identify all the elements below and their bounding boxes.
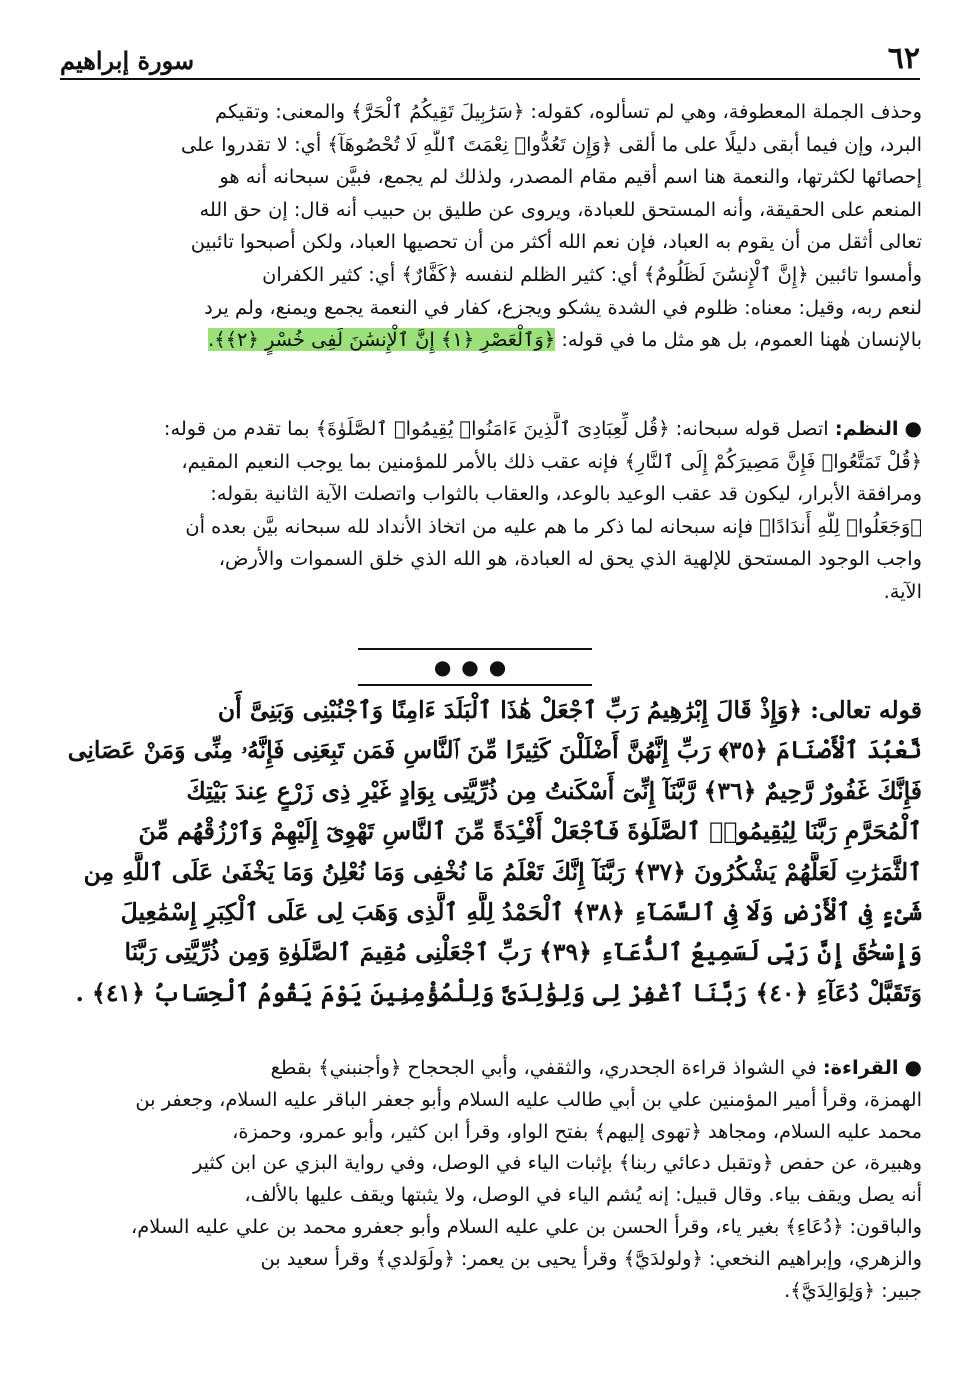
bullet-icon: ● [904,1055,922,1079]
verse-line: شَىْءٍ فِى ٱلْأَرْضِ وَلَا فِى ٱلسَّمَآءِ ﴿٣٨﴾ ٱلْحَمْدُ لِلَّهِ ٱلَّذِى وَهَبَ لِى عَلَى ٱلْكِبَرِ إِسْمَٰعِيلَ [120,898,922,927]
text-line: ومرافقة الأبرار، ليكون قد عقب الوعيد بالوعد، والعقاب بالثواب واتصلت الآية الثانية بقوله: [210,482,922,506]
text-line [60,412,922,446]
page-number: ٦٢ [887,41,920,76]
divider [358,684,592,686]
text-line: جبير: ﴿وَلِوَالِدَيَّ﴾. [784,1278,922,1302]
text-line: البرد، وإن فيما أبقى دليلًا على ما ألقى ﴿وَإِن تَعُدُّوا۟ نِعْمَتَ ٱللَّهِ لَا تُحْصُوهَآ﴾ أي: لا تقدروا على [180,132,922,156]
text-line: أنه يصل ويقف بياء. وقال قبيل: إنه يُشم الياء في الوصل، ولا يثبتها ويقف عليها بالألف، [244,1183,922,1207]
text-line: الهمزة، وقرأ أمير المؤمنين علي بن أبي طالب عليه السلام وأبو جعفر الباقر عليه السلام، وجعفر بن [135,1087,922,1111]
text-fragment: في الشواذ قراءة الجحدري، والثقفي، وأبي الجحجاح ﴿وأجنبني﴾ بقطع [270,1056,823,1079]
highlighted-verse: ﴿وَٱلْعَصْرِ ﴿١﴾ إِنَّ ٱلْإِنسَٰنَ لَفِى خُسْرٍ ﴿٢﴾﴾. [208,328,556,352]
text-fragment: ﴿وَإِذْ قَالَ إِبْرَٰهِيمُ رَبِّ ٱجْعَلْ هَٰذَا ٱلْبَلَدَ ءَامِنًا وَٱجْنُبْنِى وَبَنِىَّ أَن [217,696,811,724]
section-label: القراءة: [822,1056,899,1079]
verse-line: ٱلثَّمَرَٰتِ لَعَلَّهُمْ يَشْكُرُونَ ﴿٣٧﴾ رَبَّنَآ إِنَّكَ تَعْلَمُ مَا نُخْفِى وَمَا نُعْلِنُ وَمَا يَخْفَىٰ عَلَى ٱللَّهِ مِن [83,857,922,886]
text-line: محمد عليه السلام، ومجاهد ﴿تهوى إليهم﴾ بفتح الواو، وقرأ ابن كثير، وأبو عمرو، وحمزة، [232,1119,922,1143]
surah-title: سورة إبراهيم [60,46,195,75]
separator-dots: ●●● [433,655,517,679]
text-line: ﴿قُلْ تَمَتَّعُوا۟ فَإِنَّ مَصِيرَكُمْ إِلَى ٱلنَّارِ﴾ فإنه عقب ذلك بالأمر للمؤمنين بما يوجب النعيم المقيم، [181,449,922,473]
text-line: والباقون: ﴿دُعَاءِ﴾ بغير ياء، وقرأ الحسن بن علي عليه السلام وأبو جعفرو محمد بن علي عليه السلام، [131,1214,922,1238]
text-line: المنعم على الحقيقة، وأنه المستحق للعبادة، ويروى عن طليق بن حبيب أنه قال: إن حق الله [199,197,922,221]
text-fragment: بالإنسان هٰهنا العموم، بل هو مثل ما في قوله: [555,328,922,352]
qiraah-section [60,1052,922,1306]
verse-line: وَتَقَبَّلْ دُعَآءِ ﴿٤٠﴾ رَبَّنَا ٱغْفِرْ لِى وَلِوَٰلِدَىَّ وَلِلْمُؤْمِنِينَ يَوْمَ يَقُومُ ٱلْحِسَابُ ﴿٤١﴾ . [75,978,922,1007]
text-line: وأمسوا تائبين ﴿إِنَّ ٱلْإِنسَٰنَ لَظَلُومٌ﴾ أي: كثير الظلم لنفسه ﴿كَفَّارٌ﴾ أي: كثير الكفران [262,262,922,286]
text-line: وهبيرة، عن حفص ﴿وتقبل دعائي ربنا﴾ بإثبات الياء في الوصل، وفي رواية البزي عن ابن كثير [192,1151,922,1175]
quran-verses [60,690,922,1013]
tafsir-paragraph [60,96,922,357]
section-label: قوله تعالى: [810,696,922,724]
text-line: تعالى أثقل من أن يقوم به العباد، فإن نعم الله أكثر من أن تحصيها العباد، ولكن أصبحوا تائبين [190,230,922,254]
verse-line: فَإِنَّكَ غَفُورٌ رَّحِيمٌ ﴿٣٦﴾ رَّبَّنَآ إِنِّىٓ أَسْكَنتُ مِن ذُرِّيَّتِى بِوَادٍ غَيْرِ ذِى زَرْعٍ عِندَ بَيْتِكَ [186,776,922,805]
text-line [60,324,922,357]
verse-line: ٱلْمُحَرَّمِ رَبَّنَا لِيُقِيمُوا۟ ٱلصَّلَوٰةَ فَٱجْعَلْ أَفْـِٔدَةً مِّنَ ٱلنَّاسِ تَهْوِىٓ إِلَيْهِمْ وَٱرْزُقْهُم مِّنَ [138,817,922,846]
text-line: الآية. [883,579,922,603]
text-fragment: اتصل قوله سبحانه: ﴿قُل لِّعِبَادِىَ ٱلَّذِينَ ءَامَنُوا۟ يُقِيمُوا۟ ٱلصَّلَوٰةَ﴾ بما تقدم من قوله: [163,417,835,440]
page-header [60,36,920,80]
verse-line: وَإِسْحَٰقَ إِنَّ رَبِّى لَسَمِيعُ ٱلدُّعَآءِ ﴿٣٩﴾ رَبِّ ٱجْعَلْنِى مُقِيمَ ٱلصَّلَوٰةِ وَمِن ذُرِّيَّتِى رَبَّنَا [124,938,922,967]
text-line: وحذف الجملة المعطوفة، وهي لم تسألوه، كقوله: ﴿سَرَٰبِيلَ تَقِيكُمُ ٱلْحَرَّ﴾ والمعنى: وتقيكم [215,100,922,123]
verse-line: نَّعْبُدَ ٱلْأَصْنَامَ ﴿٣٥﴾ رَبِّ إِنَّهُنَّ أَضْلَلْنَ كَثِيرًا مِّنَ ٱلنَّاسِ فَمَن تَبِعَنِى فَإِنَّهُۥ مِنِّى وَمَنْ عَصَانِى [67,736,922,765]
text-line: لنعم ربه، وقيل: معناه: ظلوم في الشدة يشكو ويجزع، كفار في النعمة يجمع ويمنع، ولم يرد [204,295,922,319]
section-label: النظم: [834,417,899,440]
verse-line [60,690,922,730]
text-line: إحصائها لكثرتها، والنعمة هنا اسم أقيم مقام المصدر، ولذلك لم يجمع، فبيَّن سبحانه أنه هو [219,165,922,189]
text-line [60,1052,922,1084]
text-line: ﴿وَجَعَلُوا۟ لِلَّهِ أَندَادًا﴾ فإنه سبحانه لما ذكر ما هم عليه من اتخاذ الأنداد لله سبحانه بيَّن بعده أن [185,514,922,538]
bullet-icon: ● [904,416,922,440]
section-separator [358,648,592,688]
nazm-section [60,412,922,609]
divider [358,648,592,650]
text-line: والزهري، وإبراهيم النخعي: ﴿ولولدَيَّ﴾ وقرأ يحيى بن يعمر: ﴿ولَوَلدي﴾ وقرأ سعيد بن [260,1246,922,1270]
text-line: واجب الوجود المستحق للإلهية الذي يحق له العبادة، هو الله الذي خلق السموات والأرض، [218,547,922,571]
